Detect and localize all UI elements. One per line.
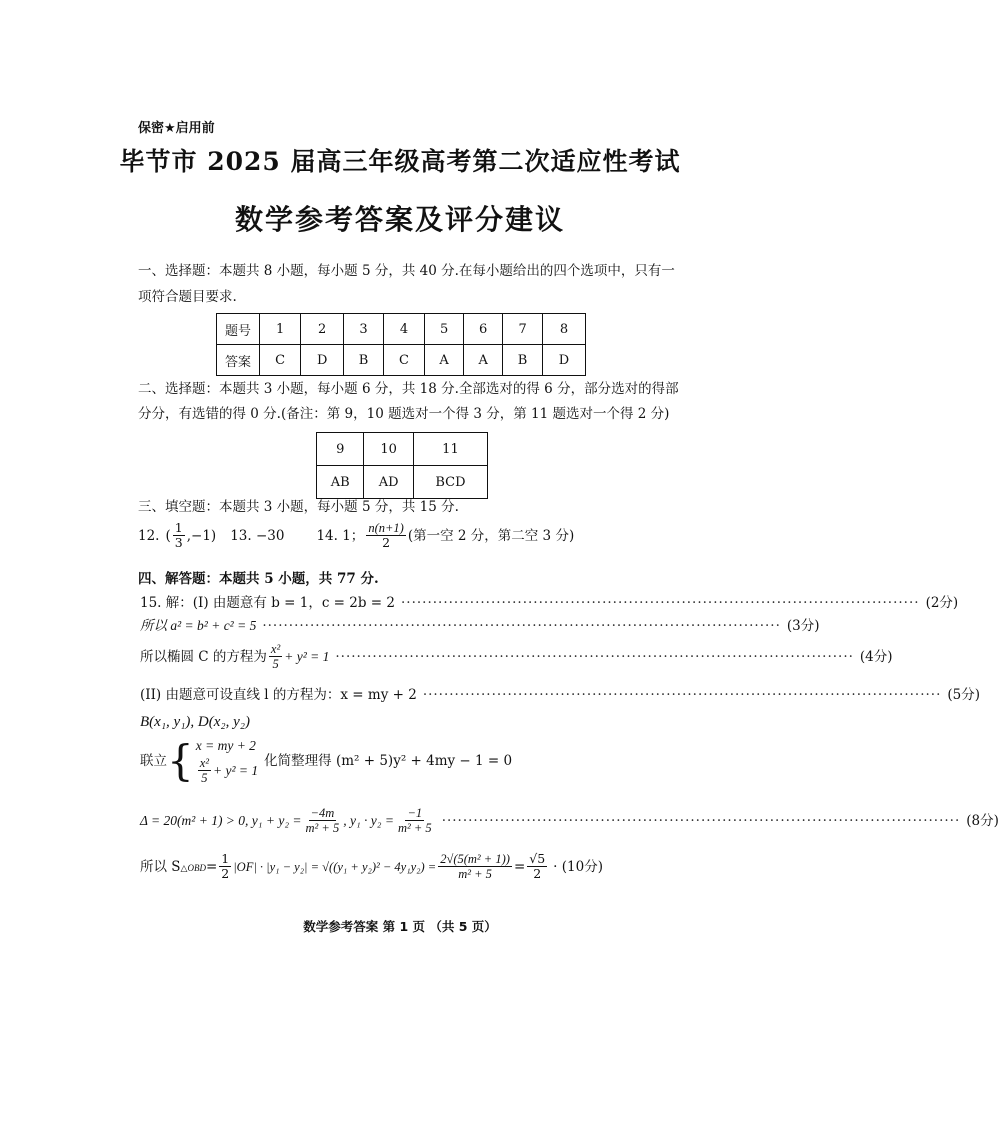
line8-score: · (10分) — [553, 858, 603, 875]
table-cell: 5 — [425, 314, 464, 345]
line1-score: (2分) — [925, 595, 959, 611]
q14-fraction — [366, 521, 406, 550]
line7-delta: Δ = 20(m² + 1) > 0, y₁ + y₂ = — [140, 812, 302, 828]
table-cell: B — [344, 345, 384, 376]
table-cell: A — [464, 345, 503, 376]
line8-frac1-num: 1 — [221, 851, 230, 866]
line7-fraction-2 — [396, 806, 434, 835]
solution-line-8 — [140, 852, 665, 881]
line8-eq: = — [205, 858, 218, 875]
q12-frac-num: 1 — [174, 520, 183, 535]
row-label-question: 题号 — [217, 314, 260, 345]
line1-text: 15. 解：(I) 由题意有 b = 1，c = 2b = 2 — [140, 595, 396, 611]
line7-mid: , y₁ · y₂ = — [343, 812, 394, 828]
line8-eq2: = — [513, 858, 526, 875]
table-row-numbers — [217, 314, 586, 345]
system-eq2-fraction — [198, 756, 211, 785]
line8-mid: |OF| · |y₁ − y₂| = √((y₁ + y₂)² − 4y₁y₂) = — [233, 859, 437, 874]
line8-fraction-2 — [438, 852, 512, 881]
section4-intro: 四、解答题：本题共 5 小题，共 77 分. — [138, 571, 379, 587]
line3-score: (4分) — [859, 648, 893, 665]
leader-dots: ·································································································· — [262, 618, 781, 634]
table-cell: 7 — [503, 314, 543, 345]
confidential-label: 保密★启用前 — [138, 121, 215, 136]
table-cell: 6 — [464, 314, 503, 345]
section3-intro: 三、填空题：本题共 3 小题，每小题 5 分，共 15 分. — [138, 499, 459, 515]
leader-dots: ·································································································· — [401, 595, 920, 611]
table-cell: 10 — [364, 433, 413, 466]
exam-title: 毕节市 2025 届高三年级高考第二次适应性考试 — [119, 147, 681, 176]
line6-result: 化简整理得 (m² + 5)y² + 4my − 1 = 0 — [264, 752, 513, 769]
table-cell: AB — [317, 466, 364, 499]
section2-answer-table — [316, 432, 488, 499]
leader-dots: ·································································································· — [422, 687, 942, 703]
system-brace-icon: { — [167, 735, 194, 785]
section1-intro-line1: 一、选择题：本题共 8 小题，每小题 5 分，共 40 分.在每小题给出的四个选项中，只有一 — [138, 263, 675, 279]
table-row-answers — [317, 466, 488, 499]
line8-fraction-1 — [219, 852, 231, 881]
line8-subscript: △OBD — [180, 863, 206, 873]
solution-line-2 — [140, 617, 820, 635]
solution-line-7 — [140, 806, 999, 835]
system-frac-num: x² — [199, 756, 210, 770]
solution-line-4 — [140, 686, 980, 704]
table-row-numbers — [317, 433, 488, 466]
table-cell: 2 — [301, 314, 344, 345]
q14-frac-den: 2 — [382, 535, 391, 550]
section1-intro-line2: 项符合题目要求. — [138, 289, 237, 305]
q14-label: 14. 1； — [316, 527, 365, 544]
line4-score: (5分) — [947, 687, 980, 703]
q13-answer: 13. −30 — [230, 527, 285, 544]
table-cell: C — [260, 345, 301, 376]
table-cell: 9 — [317, 433, 364, 466]
line2-text: 所以 a² = b² + c² = 5 — [140, 618, 257, 633]
row-label-answer: 答案 — [217, 345, 260, 376]
line3-prefix: 所以椭圆 C 的方程为 — [140, 648, 267, 665]
fill-in-answers — [138, 521, 574, 550]
q12-fraction — [173, 521, 185, 550]
table-cell: D — [301, 345, 344, 376]
table-cell: 3 — [344, 314, 384, 345]
line7-frac2-den: m² + 5 — [397, 821, 432, 835]
line8-frac3-den: 2 — [533, 866, 542, 881]
line3-frac-den: 5 — [272, 657, 279, 671]
section1-answer-table — [216, 313, 586, 376]
line7-frac2-num: −1 — [407, 806, 423, 820]
section2-intro-line1: 二、选择题：本题共 3 小题，每小题 6 分，共 18 分.全部选对的得 6 分，部分选对的得部 — [138, 381, 679, 397]
table-cell: 11 — [413, 433, 487, 466]
line3-frac-num: x² — [270, 642, 281, 656]
solution-line-6 — [140, 736, 512, 785]
q12-label: 12. — [138, 527, 160, 544]
line3-fraction — [269, 642, 282, 671]
q12-frac-den: 3 — [174, 535, 183, 550]
table-cell: AD — [364, 466, 413, 499]
q14-frac-num: n(n+1) — [368, 521, 404, 535]
line7-frac1-den: m² + 5 — [305, 821, 340, 835]
table-cell: 4 — [383, 314, 424, 345]
solution-line-5: B(x₁, y₁), D(x₂, y₂) — [140, 714, 250, 730]
line8-prefix: 所以 S — [140, 858, 181, 875]
doc-subtitle: 数学参考答案及评分建议 — [234, 203, 565, 236]
table-cell: B — [503, 345, 543, 376]
line3-suffix: + y² = 1 — [284, 648, 330, 664]
table-cell: 1 — [260, 314, 301, 345]
line7-frac1-num: −4m — [310, 806, 335, 820]
table-row-answers — [217, 345, 586, 376]
system-eq2-suffix: + y² = 1 — [213, 762, 259, 778]
q12-open-paren: ( — [165, 527, 171, 544]
table-cell: C — [383, 345, 424, 376]
page-footer: 数学参考答案 第 1 页 （共 5 页） — [303, 919, 497, 934]
q12-answer-rest: ,−1) — [186, 527, 217, 544]
line8-frac2-den: m² + 5 — [458, 867, 492, 881]
table-cell: D — [542, 345, 585, 376]
leader-dots: ·································································································· — [441, 812, 961, 829]
system-eq2 — [196, 756, 258, 785]
section2-intro-line2: 分分，有选错的得 0 分.(备注：第 9，10 题选对一个得 3 分，第 11 题选对一个得 2 分) — [138, 406, 670, 422]
line8-frac2-num: 2√(5(m² + 1)) — [440, 852, 510, 866]
line8-frac3-num: √5 — [529, 851, 546, 866]
line4-text: (II) 由题意可设直线 l 的方程为：x = my + 2 — [140, 687, 417, 703]
table-cell: BCD — [413, 466, 487, 499]
line2-score: (3分) — [786, 618, 820, 634]
line6-label: 联立 — [140, 752, 167, 769]
table-cell: A — [425, 345, 464, 376]
solution-line-3 — [140, 642, 893, 671]
line8-frac1-den: 2 — [221, 866, 230, 881]
line7-score: (8分) — [966, 812, 999, 829]
system-frac-den: 5 — [201, 771, 208, 785]
leader-dots: ·································································································· — [335, 648, 854, 665]
q14-note: (第一空 2 分，第二空 3 分) — [407, 527, 575, 544]
solution-line-1 — [140, 594, 959, 612]
line8-fraction-3 — [527, 852, 547, 881]
system-eq1: x = my + 2 — [195, 738, 256, 753]
table-cell: 8 — [542, 314, 585, 345]
line7-fraction-1 — [304, 806, 342, 835]
equation-system — [196, 736, 258, 785]
